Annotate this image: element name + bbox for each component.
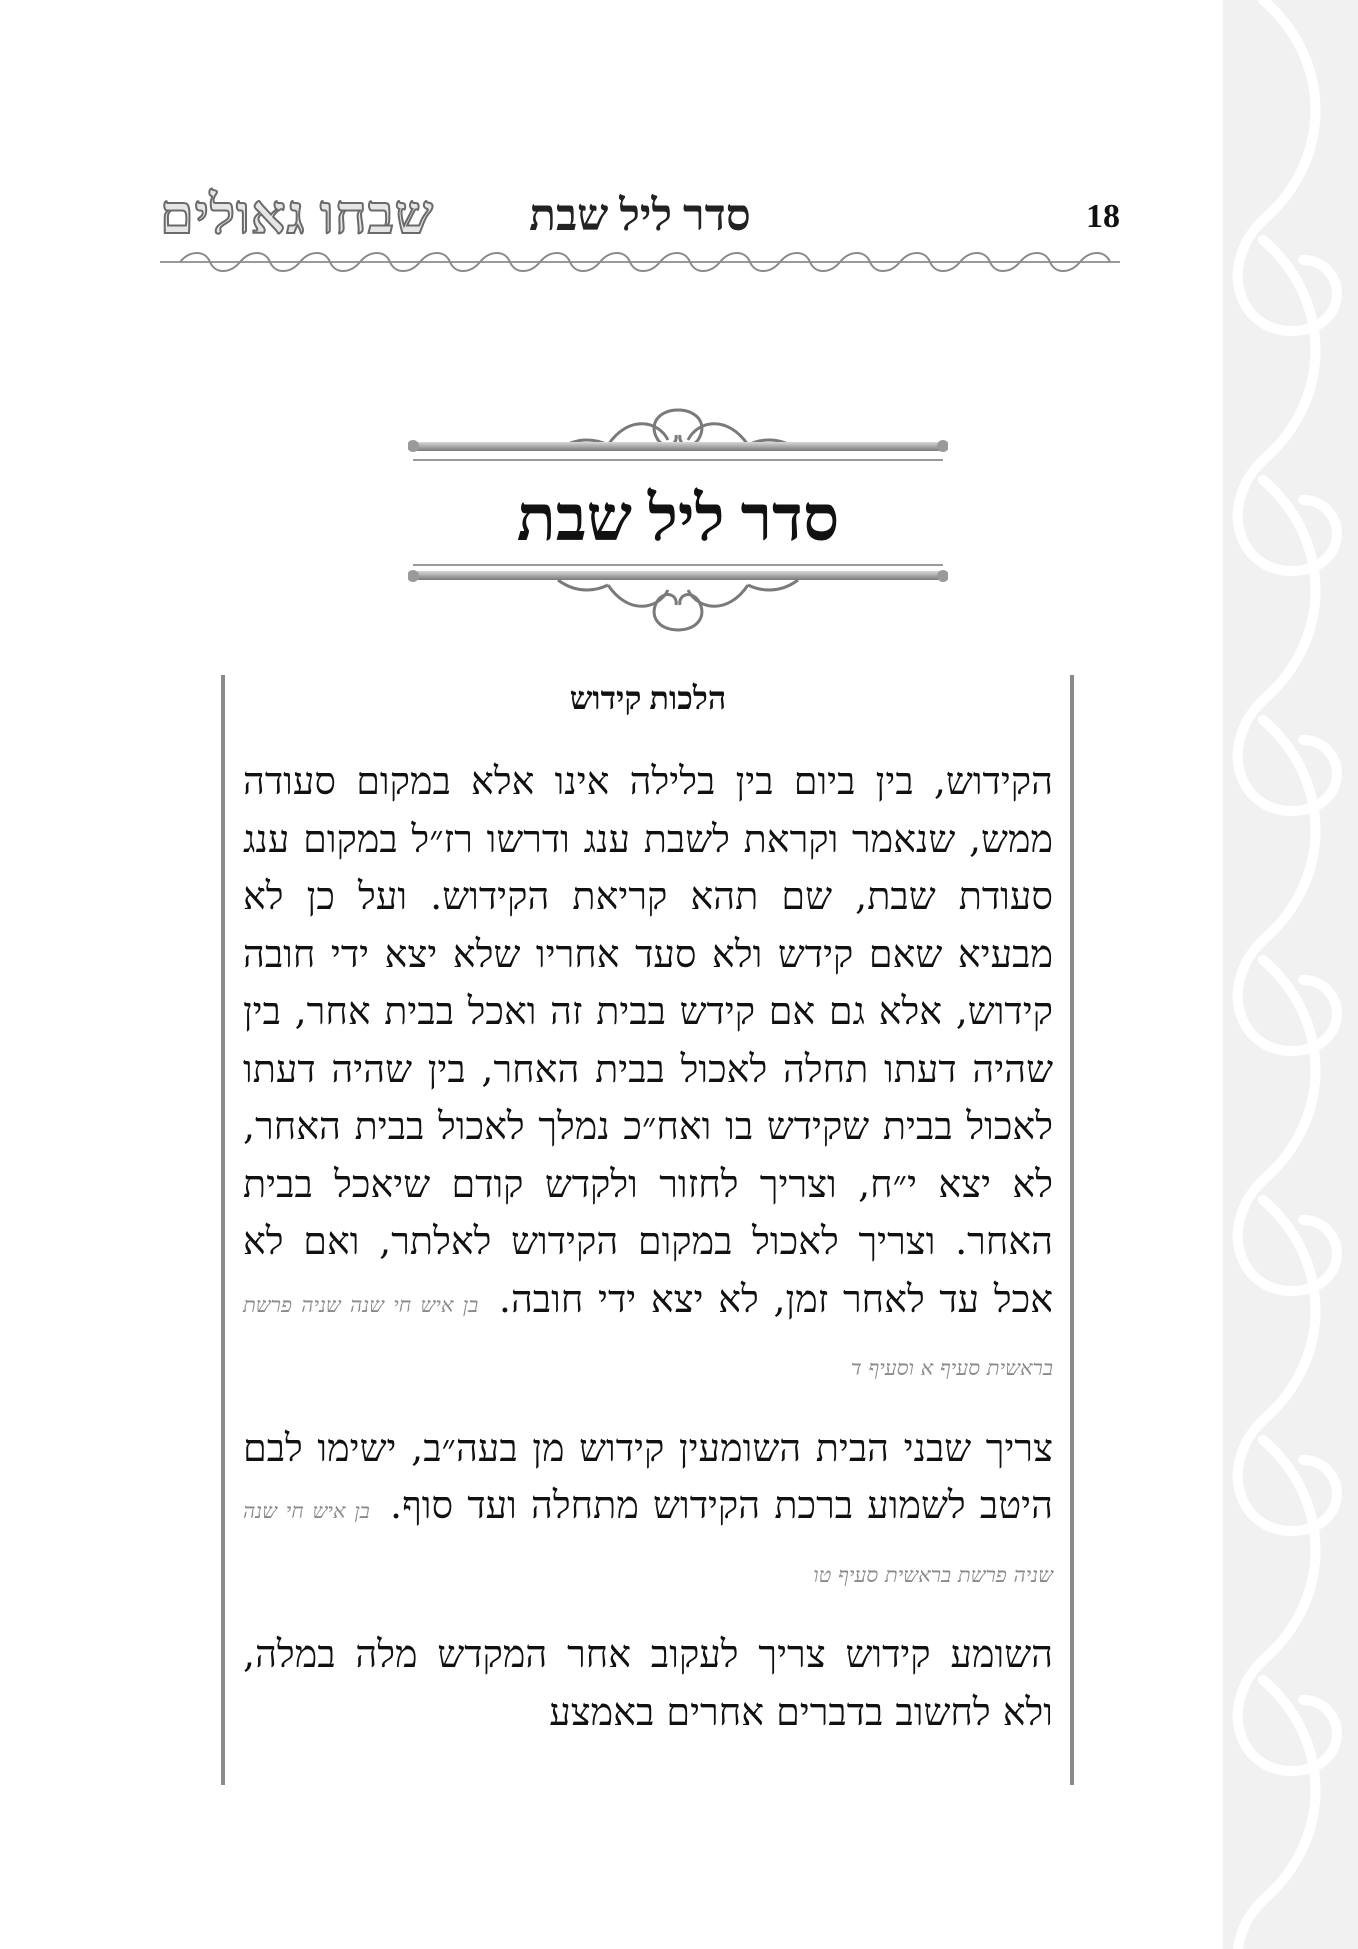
title-ornament-bottom-icon	[558, 580, 798, 630]
paragraph-text: השומע קידוש צריך לעקוב אחר המקדש מלה במלה, ולא לחשוב בדברים אחרים באמצע	[243, 1632, 1053, 1734]
ornament-border-icon	[1223, 0, 1358, 1949]
column-rule-left	[221, 675, 225, 1785]
paragraph	[243, 753, 1053, 1398]
source-citation: בן איש חי שנה שניה פרשת בראשית סעיף א וסעיף ד	[243, 1292, 1053, 1380]
paragraph	[243, 1626, 1053, 1741]
chapter-title: סדר ליל שבת	[516, 483, 840, 554]
page-number: 18	[1086, 198, 1120, 235]
ornament-divider-icon	[160, 250, 1120, 274]
running-title: סדר ליל שבת	[529, 191, 751, 240]
running-header	[160, 185, 1120, 250]
paragraph	[243, 1420, 1053, 1605]
section-heading: הלכות קידוש	[569, 680, 727, 716]
book-title: שבחו גאולים	[160, 185, 434, 245]
paragraph-text: הקידוש, בין ביום בין בלילה אינו אלא במקום סעודה ממש, שנאמר וקראת לשבת ענג ודרשו רז״ל במקום ענג סעודת שבת, שם תהא קריאת הקידוש. ועל כן לא מבעיא שאם קידש ולא סעד אחריו שלא יצא ידי חובה קידוש, אלא גם אם קידש בבית זה ואכל בבית אחר, בין שהיה דעתו תחלה לאכול בבית האחר, בין שהיה דעתו לאכול בבית שקידש בו ואח״כ נמלך לאכול בבית האחר, לא יצא י״ח, וצריך לחזור ולקדש קודם שיאכל בבית האחר. וצריך לאכול במקום הקידוש לאלתר, ואם לא אכל עד לאחר זמן, לא יצא ידי חובה.	[243, 759, 1053, 1321]
paragraph-text: צריך שבני הבית השומעין קידוש מן בעה״ב, ישימו לבם היטב לשמוע ברכת הקידוש מתחלה ועד סוף.	[243, 1425, 1053, 1527]
source-citation: בן איש חי שנה שניה פרשת בראשית סעיף טו	[243, 1499, 1053, 1587]
column-rule-right	[1070, 675, 1074, 1785]
halacha-section	[243, 680, 1053, 1763]
title-frame	[408, 390, 948, 660]
decorative-side-border	[1223, 0, 1358, 1949]
